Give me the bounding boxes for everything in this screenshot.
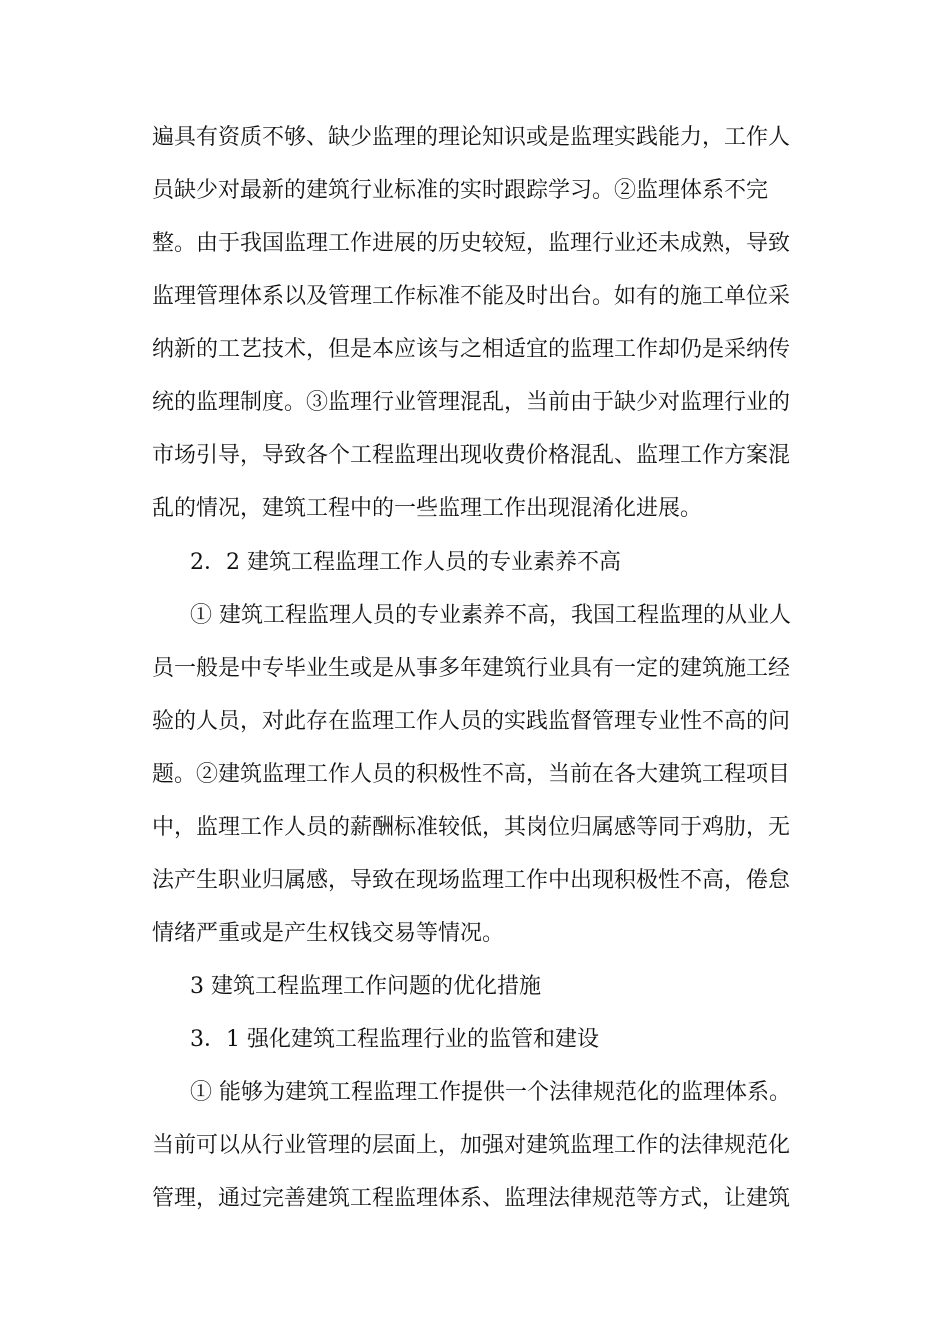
text-line: 法产生职业归属感，导致在现场监理工作中出现积极性不高，倦怠 [152,868,791,893]
text-line: 员缺少对最新的建筑行业标准的实时跟踪学习。②监理体系不完 [152,178,769,203]
text-line: 情绪严重或是产生权钱交易等情况。 [152,921,505,946]
text-line: 验的人员，对此存在监理工作人员的实践监督管理专业性不高的问 [152,709,791,734]
text-line: 中，监理工作人员的薪酬标准较低，其岗位归属感等同于鸡肋，无 [152,815,791,840]
text-line: 纳新的工艺技术，但是本应该与之相适宜的监理工作却仍是采纳传 [152,337,791,362]
text-line: 当前可以从行业管理的层面上，加强对建筑监理工作的法律规范化 [152,1133,791,1158]
section-heading: 3．1 强化建筑工程监理行业的监管和建设 [190,1027,599,1052]
text-line: 遍具有资质不够、缺少监理的理论知识或是监理实践能力，工作人 [152,125,791,150]
text-line: 统的监理制度。③监理行业管理混乱，当前由于缺少对监理行业的 [152,390,791,415]
text-line: 市场引导，导致各个工程监理出现收费价格混乱、监理工作方案混 [152,443,791,468]
text-line: 整。由于我国监理工作进展的历史较短，监理行业还未成熟，导致 [152,231,791,256]
text-line: 乱的情况，建筑工程中的一些监理工作出现混淆化进展。 [152,496,703,521]
text-line: 题。②建筑监理工作人员的积极性不高，当前在各大建筑工程项目 [152,762,791,787]
section-heading: 3 建筑工程监理工作问题的优化措施 [190,974,541,999]
section-heading: 2．2 建筑工程监理工作人员的专业素养不高 [190,550,621,575]
text-line: ① 能够为建筑工程监理工作提供一个法律规范化的监理体系。 [190,1080,791,1105]
text-line: 管理，通过完善建筑工程监理体系、监理法律规范等方式，让建筑 [152,1186,791,1211]
text-line: ① 建筑工程监理人员的专业素养不高，我国工程监理的从业人 [190,603,791,628]
text-line: 监理管理体系以及管理工作标准不能及时出台。如有的施工单位采 [152,284,791,309]
text-line: 员一般是中专毕业生或是从事多年建筑行业具有一定的建筑施工经 [152,656,791,681]
